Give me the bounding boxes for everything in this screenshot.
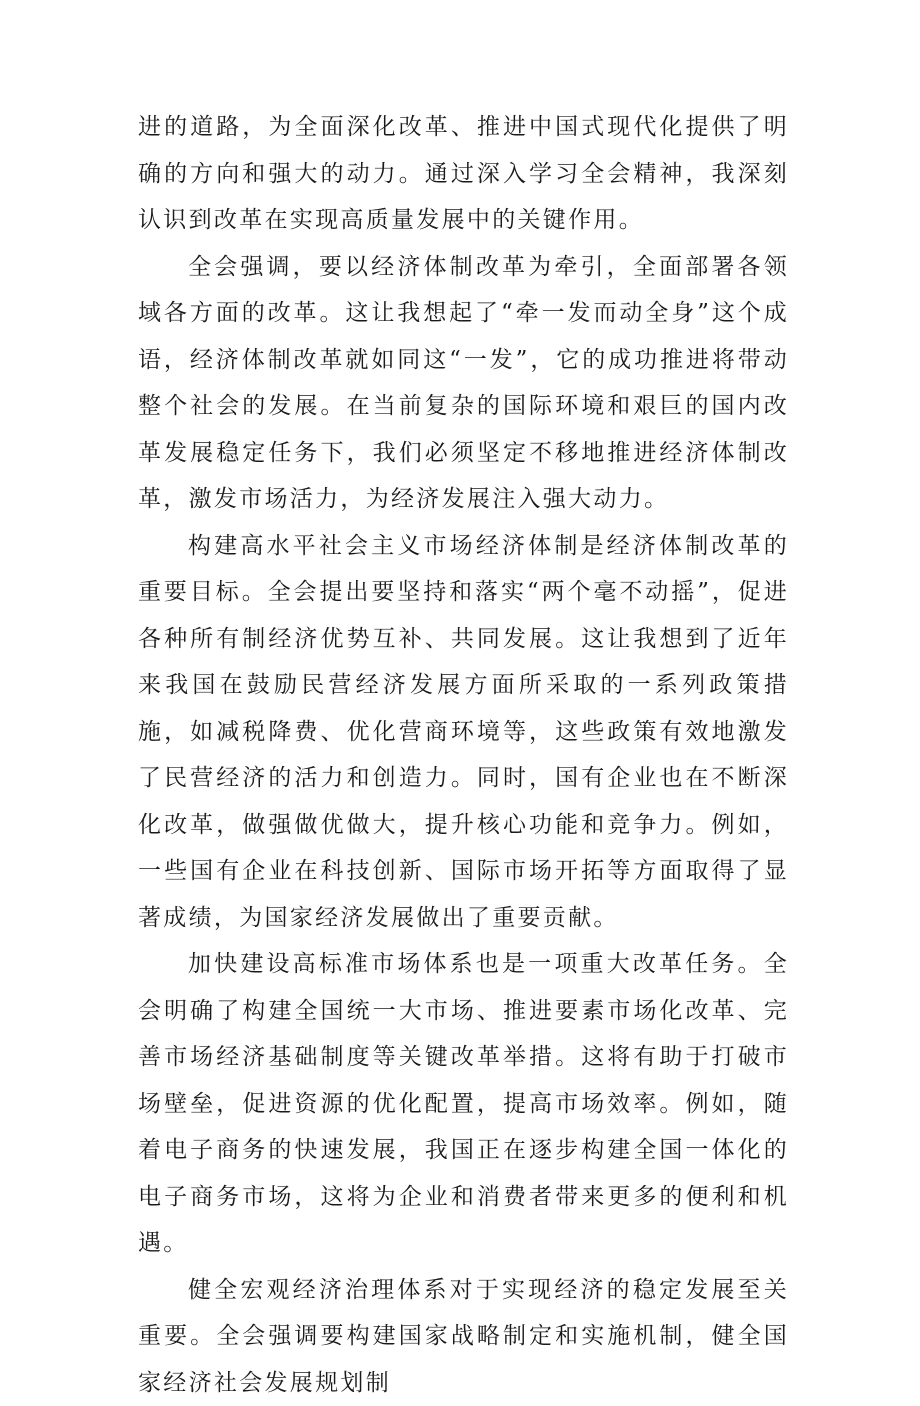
paragraph-macro-governance: 健全宏观经济治理体系对于实现经济的稳定发展至关重要。全会强调要构建国家战略制定和实施机制，健全国家经济社会发展规划制 xyxy=(138,1267,789,1406)
paragraph-high-standard-market: 加快建设高标准市场体系也是一项重大改革任务。全会明确了构建全国统一大市场、推进要素市场化改革、完善市场经济基础制度等关键改革举措。这将有助于打破市场壁垒，促进资源的优化配置，提高市场效率。例如，随着电子商务的快速发展，我国正在逐步构建全国一体化的电子商务市场，这将为企业和消费者带来更多的便利和机遇。 xyxy=(138,941,789,1267)
paragraph-continuation: 进的道路，为全面深化改革、推进中国式现代化提供了明确的方向和强大的动力。通过深入学习全会精神，我深刻认识到改革在实现高质量发展中的关键作用。 xyxy=(138,104,789,244)
paragraph-market-economy-system: 构建高水平社会主义市场经济体制是经济体制改革的重要目标。全会提出要坚持和落实“两个毫不动摇”，促进各种所有制经济优势互补、共同发展。这让我想到了近年来我国在鼓励民营经济发展方面所采取的一系列政策措施，如减税降费、优化营商环境等，这些政策有效地激发了民营经济的活力和创造力。同时，国有企业也在不断深化改革，做强做优做大，提升核心功能和竞争力。例如，一些国有企业在科技创新、国际市场开拓等方面取得了显著成绩，为国家经济发展做出了重要贡献。 xyxy=(138,523,789,942)
paragraph-economic-reform: 全会强调，要以经济体制改革为牵引，全面部署各领域各方面的改革。这让我想起了“牵一发而动全身”这个成语，经济体制改革就如同这“一发”，它的成功推进将带动整个社会的发展。在当前复杂的国际环境和艰巨的国内改革发展稳定任务下，我们必须坚定不移地推进经济体制改革，激发市场活力，为经济发展注入强大动力。 xyxy=(138,244,789,523)
